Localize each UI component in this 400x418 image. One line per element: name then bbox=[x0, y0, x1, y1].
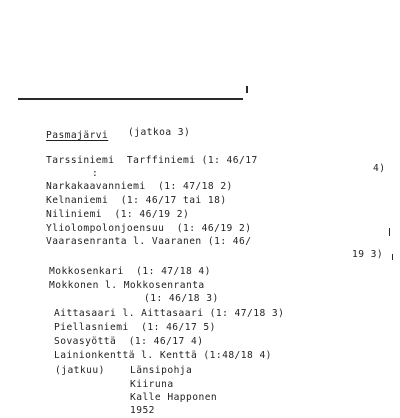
region-name: Länsipohja bbox=[130, 365, 193, 376]
year: 1952 bbox=[130, 405, 155, 416]
entry-line: Lainionkenttä l. Kenttä (1:48/18 4) bbox=[54, 350, 272, 361]
continuation-note: (jatkuu) bbox=[55, 365, 105, 376]
margin-mark bbox=[246, 86, 248, 93]
entry-line: Mokkonen l. Mokkosenranta bbox=[49, 280, 205, 291]
entry-line: Tarssiniemi Tarffiniemi (1: 46/17 bbox=[46, 155, 258, 166]
heading-continuation: (jatkoa 3) bbox=[128, 127, 191, 138]
entry-line: Yliolompolonjoensuu (1: 46/19 2) bbox=[46, 223, 252, 234]
entry-line: 4) bbox=[373, 163, 386, 174]
entry-line: Sovasyöttä (1: 46/17 4) bbox=[54, 336, 204, 347]
entry-line: Niliniemi (1: 46/19 2) bbox=[46, 209, 190, 220]
entry-line: Vaarasenranta l. Vaaranen (1: 46/ bbox=[46, 236, 252, 247]
margin-mark bbox=[392, 254, 393, 260]
heading-title: Pasmajärvi bbox=[46, 130, 109, 141]
entry-line: : bbox=[92, 168, 99, 179]
entry-line: 19 3) bbox=[352, 249, 384, 260]
place-name: Kiiruna bbox=[130, 379, 174, 390]
entry-line: Aittasaari l. Aittasaari (1: 47/18 3) bbox=[54, 308, 285, 319]
collector-name: Kalle Happonen bbox=[130, 392, 218, 403]
entry-line: Piellasniemi (1: 46/17 5) bbox=[54, 322, 216, 333]
entry-line: (1: 46/18 3) bbox=[144, 293, 219, 304]
entry-line: Mokkosenkari (1: 47/18 4) bbox=[49, 266, 211, 277]
entry-line: Narkakaavanniemi (1: 47/18 2) bbox=[46, 181, 233, 192]
horizontal-rule bbox=[18, 98, 243, 100]
margin-mark bbox=[389, 228, 390, 236]
entry-line: Kelnaniemi (1: 46/17 tai 18) bbox=[46, 195, 227, 206]
